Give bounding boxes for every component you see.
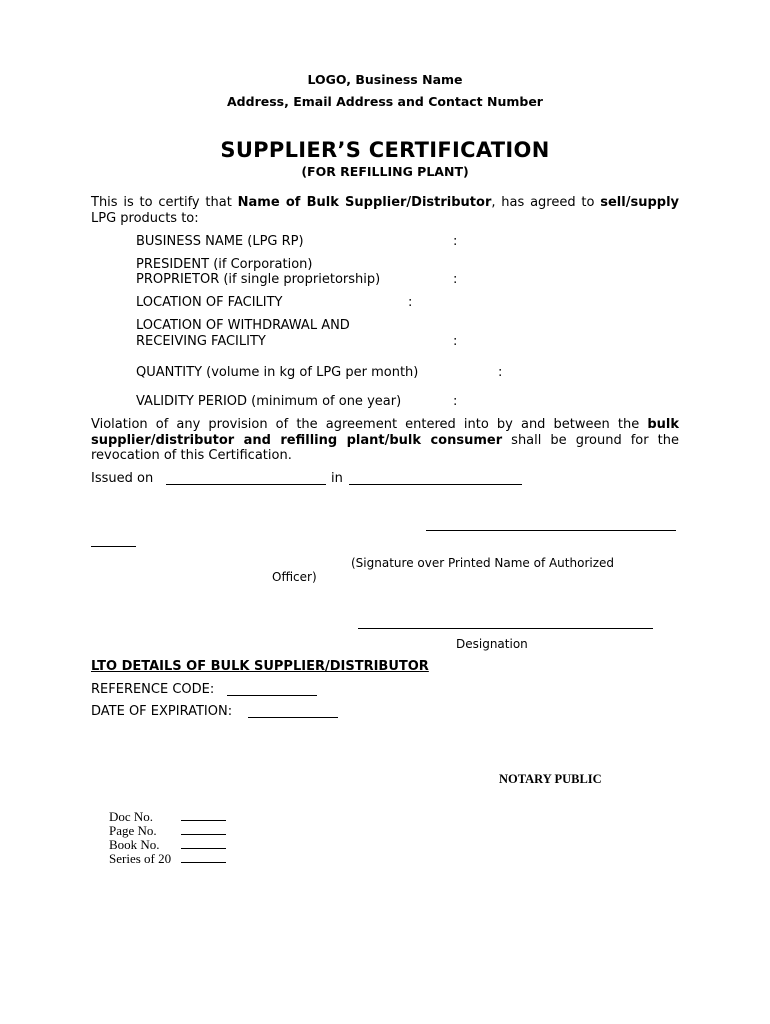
intro-paragraph xyxy=(91,195,679,226)
signature-label-line1: (Signature over Printed Name of Authorized xyxy=(351,556,615,570)
signature-blank-continued[interactable] xyxy=(91,546,136,547)
page-no-label: Page No. xyxy=(109,823,157,838)
header-address-line: Address, Email Address and Contact Number xyxy=(227,94,543,109)
colon-quantity: : xyxy=(498,365,503,380)
doc-no-label: Doc No. xyxy=(109,809,154,824)
page-title: SUPPLIER’S CERTIFICATION xyxy=(220,138,550,162)
colon-business-name: : xyxy=(453,234,458,249)
reference-code-label: REFERENCE CODE: xyxy=(91,682,215,697)
intro-text-1: This is to certify that xyxy=(91,195,238,210)
intro-supplier-name: Name of Bulk Supplier/Distributor xyxy=(237,195,492,210)
issued-in-label: in xyxy=(331,471,343,486)
series-label: Series of 20 xyxy=(109,851,172,866)
designation-label: Designation xyxy=(456,637,528,651)
violation-text-1: Violation of any provision of the agreement entered into by and between the xyxy=(91,417,648,432)
field-withdrawal-line1: LOCATION OF WITHDRAWAL AND xyxy=(136,318,350,333)
issued-on-label: Issued on xyxy=(91,471,154,486)
field-president: PRESIDENT (if Corporation) xyxy=(136,257,313,272)
field-proprietor: PROPRIETOR (if single proprietorship) xyxy=(136,272,381,287)
series-blank[interactable] xyxy=(181,862,226,863)
intro-text-2: , has agreed to xyxy=(491,195,601,210)
expiration-label: DATE OF EXPIRATION: xyxy=(91,704,233,719)
page-subtitle: (FOR REFILLING PLANT) xyxy=(301,164,469,179)
issued-place-blank[interactable] xyxy=(349,484,522,485)
page-no-blank[interactable] xyxy=(181,834,226,835)
field-validity: VALIDITY PERIOD (minimum of one year) xyxy=(136,394,402,409)
designation-blank[interactable] xyxy=(358,628,653,629)
notary-public-label: NOTARY PUBLIC xyxy=(499,772,602,786)
book-no-label: Book No. xyxy=(109,837,160,852)
header-logo-line: LOGO, Business Name xyxy=(307,72,463,87)
colon-location-facility: : xyxy=(408,295,413,310)
colon-validity: : xyxy=(453,394,458,409)
field-location-facility: LOCATION OF FACILITY xyxy=(136,295,283,310)
lto-heading: LTO DETAILS OF BULK SUPPLIER/DISTRIBUTOR xyxy=(91,659,429,674)
signature-blank[interactable] xyxy=(426,530,676,531)
field-business-name: BUSINESS NAME (LPG RP) xyxy=(136,234,304,249)
doc-no-blank[interactable] xyxy=(181,820,226,821)
violation-parties: bulk supplier/distributor and refilling plant/bulk consumer xyxy=(91,417,679,448)
reference-code-blank[interactable] xyxy=(227,695,317,696)
colon-withdrawal: : xyxy=(453,334,458,349)
field-withdrawal-line2: RECEIVING FACILITY xyxy=(136,334,266,349)
expiration-blank[interactable] xyxy=(248,717,338,718)
intro-text-3: LPG products to: xyxy=(91,210,199,226)
intro-sell-supply: sell/supply xyxy=(600,195,679,210)
field-quantity: QUANTITY (volume in kg of LPG per month) xyxy=(136,365,419,380)
violation-paragraph xyxy=(91,417,679,464)
colon-proprietor: : xyxy=(453,272,458,287)
issued-date-blank[interactable] xyxy=(166,484,326,485)
signature-label-line2: Officer) xyxy=(272,570,317,584)
violation-text-2: shall be ground for the revocation of this Certification. xyxy=(91,432,679,463)
book-no-blank[interactable] xyxy=(181,848,226,849)
